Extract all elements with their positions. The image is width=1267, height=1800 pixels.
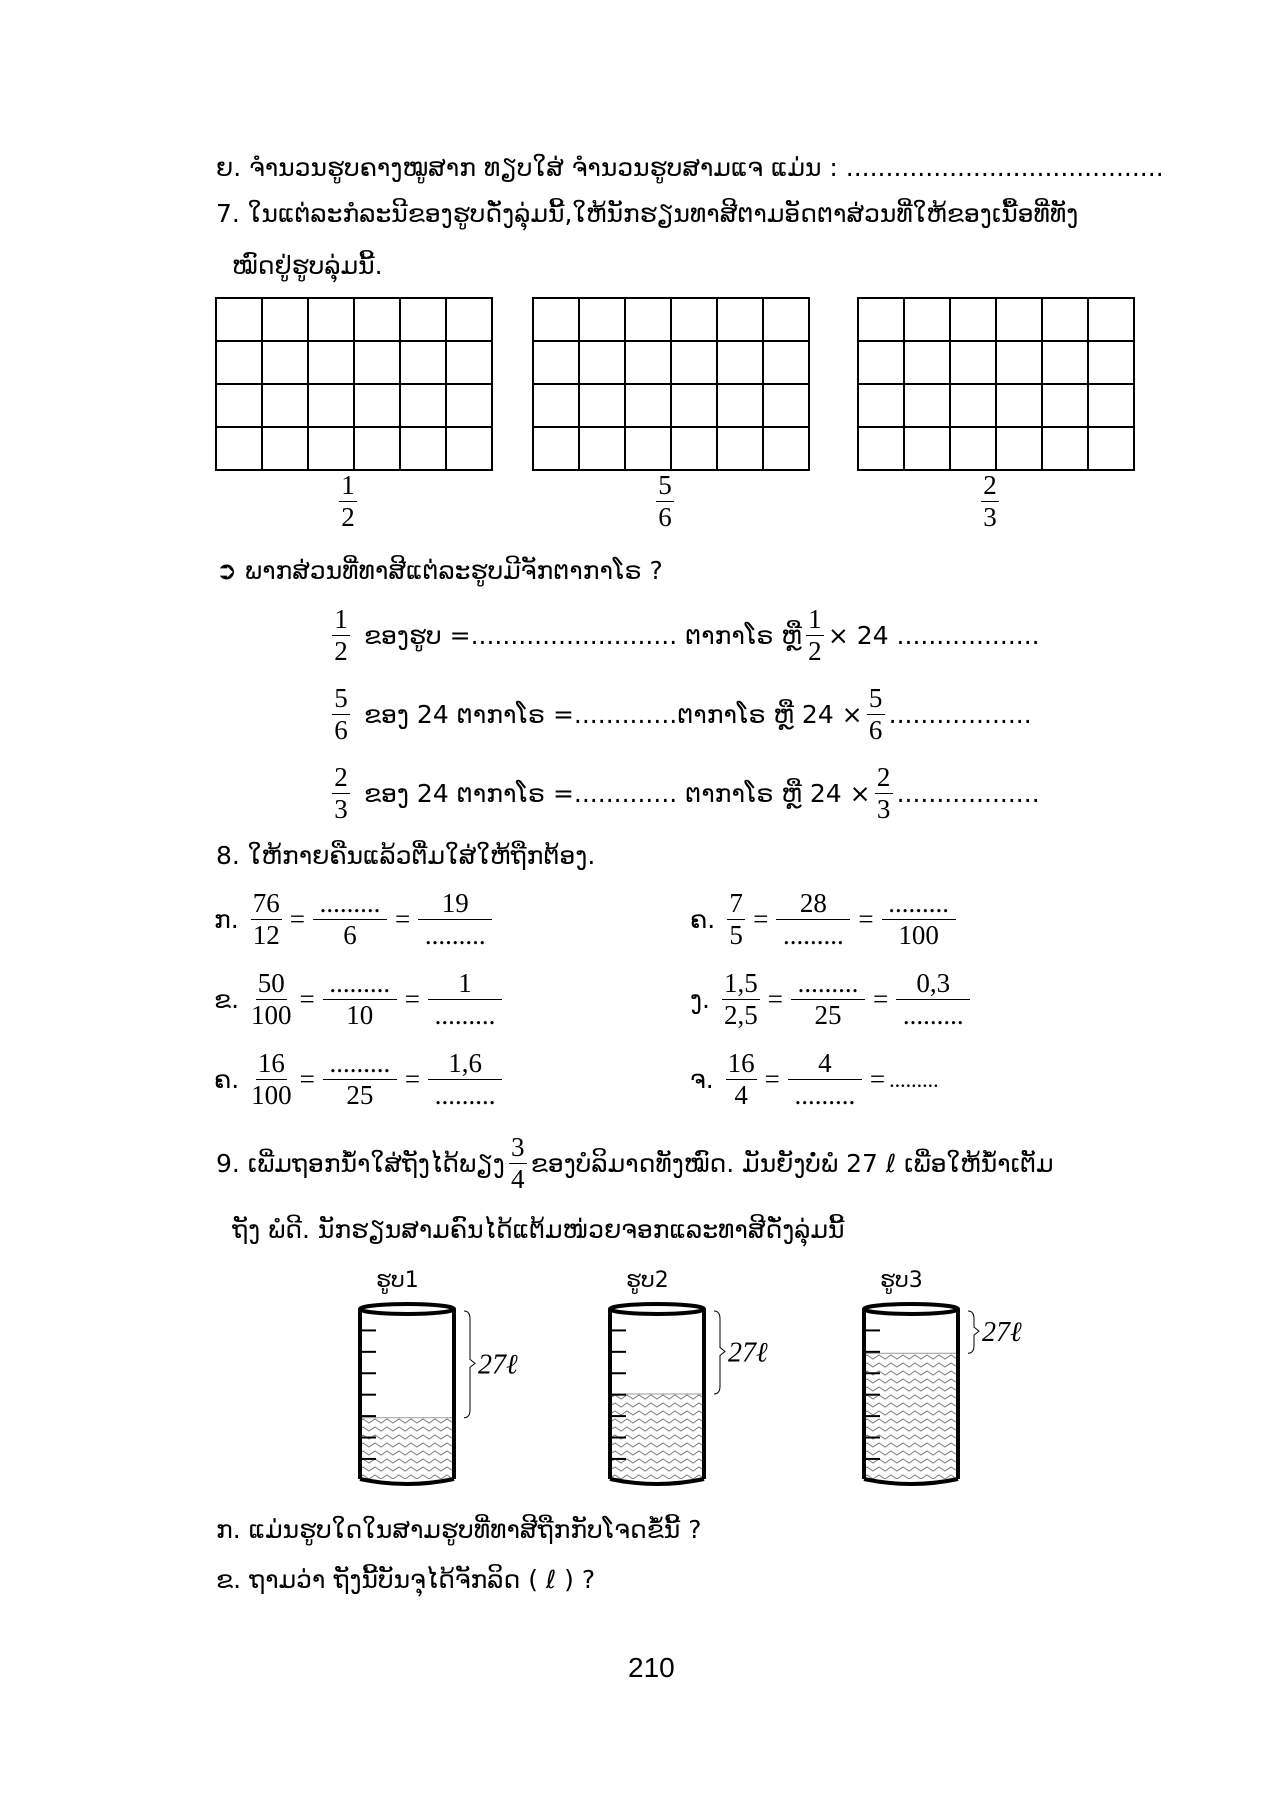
equals: = xyxy=(299,984,315,1015)
equation-row xyxy=(328,762,1040,825)
grid-cell[interactable] xyxy=(216,427,262,470)
q9-line1 xyxy=(216,1132,1054,1195)
cylinder-bottom xyxy=(360,1479,454,1484)
equals: = xyxy=(764,1064,780,1095)
grid-cell[interactable] xyxy=(400,427,446,470)
grid-cell[interactable] xyxy=(446,384,492,427)
equals: = xyxy=(753,904,769,935)
fraction: $\frac{1,6}{.........}$ xyxy=(428,1048,502,1111)
q9-line2: ຖັງ ພໍດີ. ນັກຮຽນສາມຄົນໄດ້ແຕ້ມໜ່ວຍຈອກແລະທາສີດັ່ງລຸ່ມນີ້ xyxy=(232,1215,845,1244)
grid-cell[interactable] xyxy=(1088,384,1134,427)
fraction: $\frac{5}{6}$ xyxy=(656,470,674,533)
fraction: $\frac{50}{100}$ xyxy=(251,968,292,1031)
q9-text-b: ຂອງບໍລິມາດທັງໝົດ. ມັນຍັງບໍ່ພໍ 27 ℓ ເພື່ອໃຫ້ນ້ຳເຕັມ xyxy=(530,1149,1054,1179)
grid-cell[interactable] xyxy=(1088,427,1134,470)
grid-cell[interactable] xyxy=(308,384,354,427)
fraction: $\frac{.........}{25}$ xyxy=(323,1048,397,1111)
equals: = xyxy=(869,1064,886,1095)
bracket-label: 27ℓ xyxy=(478,1349,518,1381)
grid-cell[interactable] xyxy=(858,341,904,384)
q9-question-a: ກ. ແມ່ນຮູບໃດໃນສາມຮູບທີ່ທາສີຖືກກັບໂຈດຂໍ້ນີ້ ? xyxy=(216,1515,702,1544)
grid-cell[interactable] xyxy=(717,298,763,341)
figure-label: ຮູບ2 xyxy=(626,1268,669,1293)
fraction: $\frac{2}{3}$ xyxy=(981,470,999,533)
shading-grid[interactable] xyxy=(532,297,810,471)
grid-cell[interactable] xyxy=(446,427,492,470)
grid-cell[interactable] xyxy=(904,341,950,384)
fraction: $\frac{5}{6}$ xyxy=(867,683,885,746)
grid-cell[interactable] xyxy=(717,427,763,470)
equals: = xyxy=(299,1064,315,1095)
grid-cell[interactable] xyxy=(354,298,400,341)
fraction: $\frac{0,3}{.........}$ xyxy=(896,968,970,1031)
fraction: $\frac{28}{.........}$ xyxy=(776,888,850,951)
cylinder-bottom xyxy=(610,1479,704,1484)
equals: = xyxy=(858,904,874,935)
grid-cell[interactable] xyxy=(904,427,950,470)
grid-cell[interactable] xyxy=(763,427,809,470)
equals: = xyxy=(404,984,421,1015)
fraction: $\frac{16}{4}$ xyxy=(727,1048,755,1111)
equation-tail: .................. xyxy=(888,700,1032,730)
grid-cell[interactable] xyxy=(579,341,625,384)
equation-tail: .................. xyxy=(896,779,1040,809)
grid-cell[interactable] xyxy=(262,341,308,384)
q8-item xyxy=(214,1048,506,1111)
grid-cell[interactable] xyxy=(354,341,400,384)
grid-cell[interactable] xyxy=(400,384,446,427)
water-fill xyxy=(360,1418,454,1479)
grid-cell[interactable] xyxy=(216,384,262,427)
grid-cell[interactable] xyxy=(308,427,354,470)
brace xyxy=(714,1311,725,1394)
grid-cell[interactable] xyxy=(717,341,763,384)
q7-prompt xyxy=(216,555,663,588)
grid-cell[interactable] xyxy=(671,298,717,341)
equals: = xyxy=(873,984,889,1015)
q6e-text: ຍ. ຈຳນວນຮູບຄາງໝູສາກ ທຽບໃສ່ ຈຳນວນຮູບສາມແຈ ແມ່ນ : ........................................ xyxy=(216,153,1164,182)
grid-cell[interactable] xyxy=(533,298,579,341)
equals: = xyxy=(394,904,411,935)
grid-cell[interactable] xyxy=(625,427,671,470)
equation-text: ຂອງ 24 ຕາກາໂຣ =............. ຕາກາໂຣ ຫຼື 24 × xyxy=(364,779,871,809)
item-label: ຄ. xyxy=(690,905,716,935)
equals: = xyxy=(289,904,305,935)
grid-cell[interactable] xyxy=(533,427,579,470)
fraction: $\frac{1,5}{2,5}$ xyxy=(724,968,758,1031)
answer-blank[interactable]: ......... xyxy=(889,1066,939,1092)
equation-text: ຂອງຮູບ =.......................... ຕາກາໂຣ ຫຼື xyxy=(364,621,802,651)
fraction: $\frac{.........}{6}$ xyxy=(313,888,387,951)
fraction: $\frac{.........}{100}$ xyxy=(882,888,956,951)
grid-cell[interactable] xyxy=(533,341,579,384)
grid-cell[interactable] xyxy=(950,384,996,427)
equation-text: ຂອງ 24 ຕາກາໂຣ =.............ຕາກາໂຣ ຫຼື 24 × xyxy=(364,700,863,730)
item-label: ຄ. xyxy=(214,1065,240,1095)
grid-cell[interactable] xyxy=(763,298,809,341)
grid-cell[interactable] xyxy=(262,427,308,470)
grid-cell[interactable] xyxy=(354,427,400,470)
grid-cell[interactable] xyxy=(1088,298,1134,341)
grid-cell[interactable] xyxy=(950,427,996,470)
cylinder-top xyxy=(360,1304,454,1314)
q8-item xyxy=(690,968,974,1031)
equals: = xyxy=(404,1064,421,1095)
q8-item xyxy=(214,888,496,951)
fraction: $\frac{76}{12}$ xyxy=(252,888,280,951)
grid-cell[interactable] xyxy=(858,427,904,470)
q9-question-b: ຂ. ຖາມວ່າ ຖັງນີ້ບັນຈຸໄດ້ຈັກລິດ ( ℓ ) ? xyxy=(216,1565,596,1594)
item-label: ງ. xyxy=(690,985,711,1015)
cylinder-bottom xyxy=(864,1479,958,1484)
grid-cell[interactable] xyxy=(579,427,625,470)
bracket-label: 27ℓ xyxy=(982,1317,1022,1349)
fraction: $\frac{1}{.........}$ xyxy=(428,968,502,1031)
q7-line2: ໝົດຢູ່ຮູບລຸ່ມນີ້. xyxy=(232,251,383,280)
grid-cell[interactable] xyxy=(625,341,671,384)
grid-cell[interactable] xyxy=(1088,341,1134,384)
equation-row xyxy=(328,683,1032,746)
fraction: $\frac{1}{2}$ xyxy=(339,470,357,533)
item-label: ຂ. xyxy=(214,985,240,1015)
grid-cell[interactable] xyxy=(216,298,262,341)
figure-label: ຮູບ3 xyxy=(880,1268,923,1293)
grid-cell[interactable] xyxy=(904,384,950,427)
item-label: ຈ. xyxy=(690,1065,714,1095)
grid-cell[interactable] xyxy=(533,384,579,427)
q7-line1: 7. ໃນແຕ່ລະກໍລະນີຂອງຮູບດັ່ງລຸ່ມນີ້,ໃຫ້ນັກຮຽນທາສີຕາມອັດຕາສ່ວນທີ່ໃຫ້ຂອງເນື້ອທີ່ທັງ xyxy=(216,199,1079,228)
grid-cell[interactable] xyxy=(950,341,996,384)
fraction: $\frac{2}{3}$ xyxy=(332,762,350,825)
grid-cell[interactable] xyxy=(996,298,1042,341)
cylinder-top xyxy=(864,1304,958,1314)
fraction: $\frac{1}{2}$ xyxy=(332,604,350,667)
grid-fraction xyxy=(652,470,678,533)
grid-cell[interactable] xyxy=(262,298,308,341)
grid-cell[interactable] xyxy=(950,298,996,341)
fraction: $\frac{19}{.........}$ xyxy=(418,888,492,951)
grid-cell[interactable] xyxy=(1042,341,1088,384)
shading-grid[interactable] xyxy=(215,297,493,471)
grid-cell[interactable] xyxy=(671,384,717,427)
arrow-icon: ➲ xyxy=(216,556,237,585)
grid-fraction xyxy=(977,470,1003,533)
grid-cell[interactable] xyxy=(400,341,446,384)
water-fill xyxy=(610,1394,704,1479)
fraction: $\frac{.........}{25}$ xyxy=(791,968,865,1031)
grid-cell[interactable] xyxy=(1042,427,1088,470)
cylinder-top xyxy=(610,1304,704,1314)
grid-cell[interactable] xyxy=(858,298,904,341)
grid-cell[interactable] xyxy=(671,341,717,384)
item-label: ກ. xyxy=(214,905,239,935)
brace xyxy=(464,1311,475,1418)
grid-cell[interactable] xyxy=(216,341,262,384)
shading-grid[interactable] xyxy=(857,297,1135,471)
grid-cell[interactable] xyxy=(625,384,671,427)
grid-cell[interactable] xyxy=(446,298,492,341)
equals: = xyxy=(767,984,783,1015)
grid-cell[interactable] xyxy=(446,341,492,384)
fraction: $\frac{1}{2}$ xyxy=(806,604,824,667)
q8-item xyxy=(690,1048,939,1111)
q9-fraction: $\frac{3}{4}$ xyxy=(509,1132,527,1195)
fraction: $\frac{4}{.........}$ xyxy=(788,1048,862,1111)
grid-cell[interactable] xyxy=(625,298,671,341)
grid-cell[interactable] xyxy=(400,298,446,341)
grid-cell[interactable] xyxy=(671,427,717,470)
fraction: $\frac{5}{6}$ xyxy=(332,683,350,746)
fraction: $\frac{7}{5}$ xyxy=(727,888,745,951)
grid-cell[interactable] xyxy=(858,384,904,427)
grid-cell[interactable] xyxy=(308,341,354,384)
page-number: 210 xyxy=(628,1652,675,1683)
q8-title: 8. ໃຫ້ກາຍຄືນແລ້ວຕື່ມໃສ່ໃຫ້ຖືກຕ້ອງ. xyxy=(216,841,596,870)
grid-cell[interactable] xyxy=(308,298,354,341)
grid-fraction xyxy=(335,470,361,533)
grid-cell[interactable] xyxy=(996,427,1042,470)
q8-item xyxy=(214,968,506,1031)
fraction: $\frac{.........}{10}$ xyxy=(323,968,397,1031)
fraction: $\frac{2}{3}$ xyxy=(875,762,893,825)
grid-cell[interactable] xyxy=(763,341,809,384)
grid-cell[interactable] xyxy=(1042,384,1088,427)
equation-tail: × 24 .................. xyxy=(827,621,1040,651)
equation-row xyxy=(328,604,1040,667)
grid-cell[interactable] xyxy=(1042,298,1088,341)
grid-cell[interactable] xyxy=(996,384,1042,427)
brace xyxy=(968,1311,979,1353)
figure-label: ຮູບ1 xyxy=(376,1268,419,1293)
fraction: $\frac{16}{100}$ xyxy=(251,1048,292,1111)
grid-cell[interactable] xyxy=(579,298,625,341)
prompt-text: ພາກສ່ວນທີ່ທາສີແຕ່ລະຮູບມີຈັກຕາກາໂຣ ? xyxy=(244,556,663,585)
grid-cell[interactable] xyxy=(354,384,400,427)
bracket-label: 27ℓ xyxy=(728,1337,768,1369)
grid-cell[interactable] xyxy=(717,384,763,427)
q8-item xyxy=(690,888,960,951)
cylinder-figures xyxy=(0,1265,1267,1525)
grid-cell[interactable] xyxy=(262,384,308,427)
grid-cell[interactable] xyxy=(763,384,809,427)
grid-cell[interactable] xyxy=(904,298,950,341)
q9-text-a: 9. ເພີ່ມຖອກນ້ຳໃສ່ຖັງໄດ້ພຽງ xyxy=(216,1149,505,1179)
grid-cell[interactable] xyxy=(579,384,625,427)
grid-cell[interactable] xyxy=(996,341,1042,384)
